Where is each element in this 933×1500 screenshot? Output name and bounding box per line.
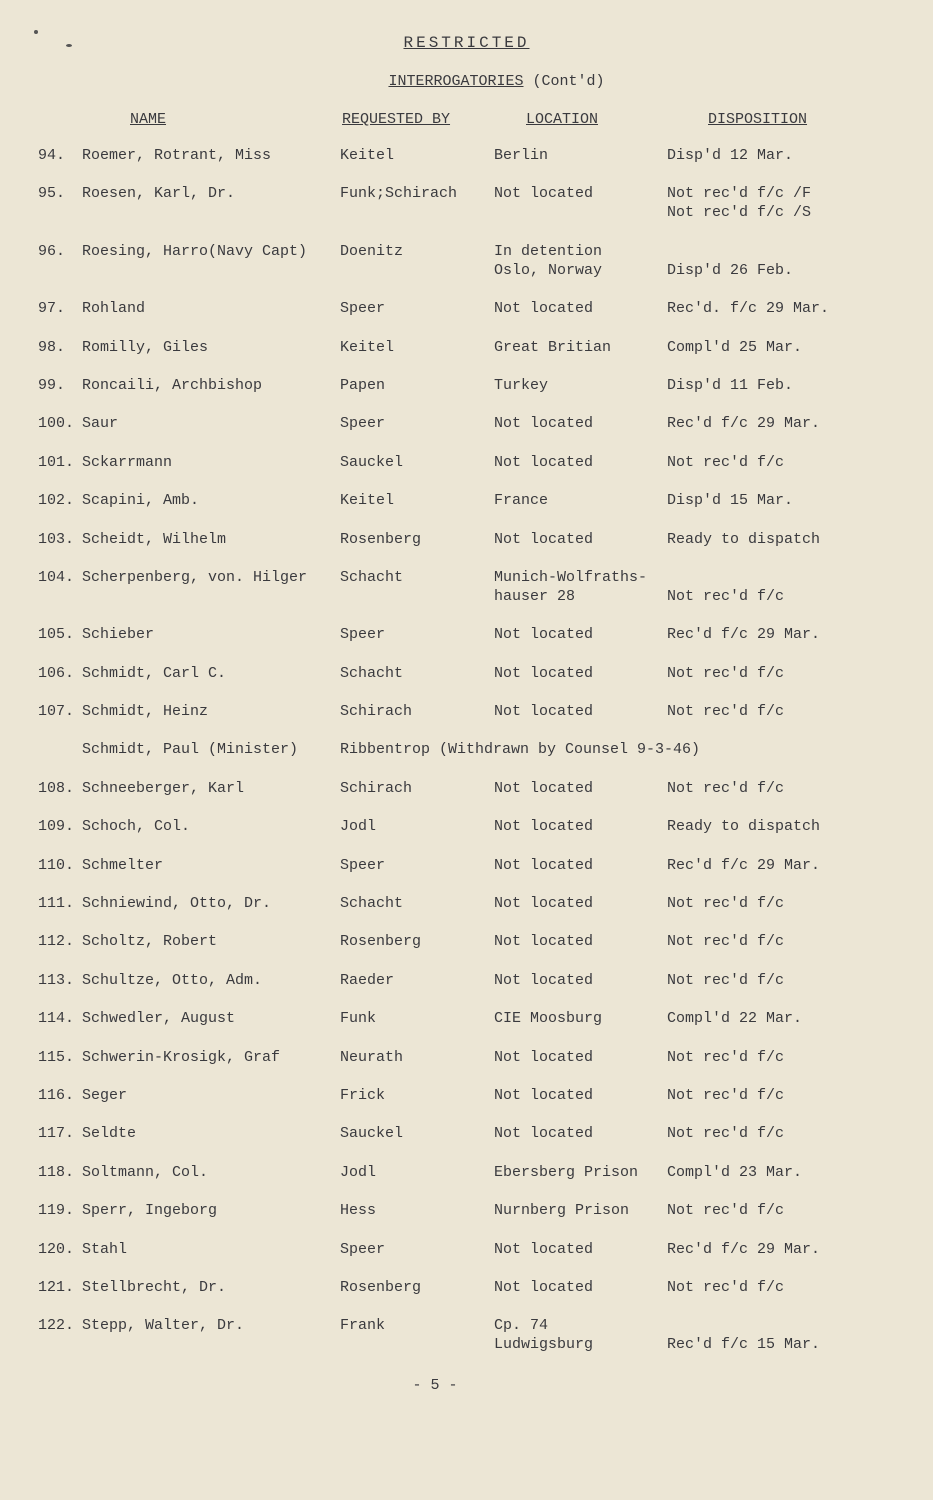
disposition: Ready to dispatch	[667, 530, 821, 548]
disposition: Not rec'd f/c	[667, 587, 785, 605]
row-number: 97.	[38, 300, 66, 318]
person-name: Scheidt, Wilhelm	[82, 530, 227, 548]
row-number: 118.	[38, 1163, 75, 1181]
interrogatories-table	[0, 146, 933, 1374]
person-name: Soltmann, Col.	[82, 1163, 209, 1181]
row-number: 96.	[38, 242, 66, 260]
location: Not located	[494, 415, 594, 433]
table-row	[0, 414, 933, 452]
table-row	[0, 491, 933, 529]
location: Ebersberg Prison	[494, 1163, 639, 1181]
row-number: 103.	[38, 530, 75, 548]
requested-by: Hess	[340, 1202, 377, 1220]
requested-by: Speer	[340, 415, 386, 433]
location: Berlin	[494, 147, 549, 164]
table-row	[0, 740, 933, 778]
table-row	[0, 568, 933, 625]
table-row	[0, 1201, 933, 1239]
requested-by: Rosenberg	[340, 933, 422, 951]
row-number: 115.	[38, 1048, 75, 1066]
table-row	[0, 1163, 933, 1201]
subtitle-cont: (Cont'd)	[532, 73, 605, 90]
location: Not located	[494, 1125, 594, 1143]
row-number: 99.	[38, 376, 66, 394]
location: Munich-Wolfraths- hauser 28	[494, 568, 648, 605]
disposition: Not rec'd f/c	[667, 895, 785, 913]
location: Not located	[494, 895, 594, 913]
disposition: Rec'd f/c 29 Mar.	[667, 415, 821, 433]
person-name: Schmidt, Paul (Minister)	[82, 741, 299, 759]
disposition: Disp'd 26 Feb.	[667, 261, 794, 279]
table-row	[0, 932, 933, 970]
table-row	[0, 299, 933, 337]
person-name: Roesing, Harro(Navy Capt)	[82, 242, 308, 260]
location: France	[494, 492, 549, 510]
row-number: 98.	[38, 338, 66, 356]
person-name: Scherpenberg, von. Hilger	[82, 568, 308, 586]
disposition: Compl'd 25 Mar.	[667, 338, 803, 356]
table-row	[0, 702, 933, 740]
location: Not located	[494, 971, 594, 989]
row-number: 94.	[38, 147, 66, 164]
location: Not located	[494, 1240, 594, 1258]
location: Great Britian	[494, 338, 612, 356]
requested-by: Schacht	[340, 568, 404, 586]
disposition: Rec'd f/c 15 Mar.	[667, 1336, 821, 1354]
table-row	[0, 1316, 933, 1373]
location: In detention Oslo, Norway	[494, 242, 603, 279]
requested-by: Keitel	[340, 147, 395, 164]
row-number: 101.	[38, 453, 75, 471]
requested-by: Jodl	[340, 818, 377, 836]
row-number: 113.	[38, 971, 75, 989]
row-number: 109.	[38, 818, 75, 836]
disposition: Disp'd 15 Mar.	[667, 492, 794, 510]
disposition: Rec'd. f/c 29 Mar.	[667, 300, 830, 318]
requested-by: Raeder	[340, 971, 395, 989]
row-number: 117.	[38, 1125, 75, 1143]
page-number: - 5 -	[412, 1377, 458, 1394]
row-number: 105.	[38, 626, 75, 644]
location: Cp. 74 Ludwigsburg	[494, 1317, 594, 1354]
location: CIE Moosburg	[494, 1010, 603, 1028]
requested-by: Rosenberg	[340, 530, 422, 548]
subtitle-main: INTERROGATORIES	[388, 73, 524, 90]
table-row	[0, 1009, 933, 1047]
disposition: Not rec'd f/c	[667, 1278, 785, 1296]
requested-by: Doenitz	[340, 242, 404, 260]
person-name: Seger	[82, 1086, 128, 1104]
table-row	[0, 1124, 933, 1162]
table-row	[0, 530, 933, 568]
column-header-disposition: DISPOSITION	[708, 111, 808, 128]
person-name: Schwedler, August	[82, 1010, 236, 1028]
row-number: 114.	[38, 1010, 75, 1028]
table-row	[0, 338, 933, 376]
person-name: Rohland	[82, 300, 146, 318]
disposition: Compl'd 23 Mar.	[667, 1163, 803, 1181]
row-number: 121.	[38, 1278, 75, 1296]
person-name: Scapini, Amb.	[82, 492, 200, 510]
person-name: Schoch, Col.	[82, 818, 191, 836]
person-name: Schieber	[82, 626, 155, 644]
column-header-location: LOCATION	[526, 111, 599, 128]
location: Not located	[494, 1086, 594, 1104]
table-row	[0, 146, 933, 184]
requested-by: Speer	[340, 1240, 386, 1258]
requested-by: Frick	[340, 1086, 386, 1104]
row-number: 102.	[38, 492, 75, 510]
location: Not located	[494, 1048, 594, 1066]
requested-by: Keitel	[340, 492, 395, 510]
requested-by: Schacht	[340, 664, 404, 682]
person-name: Romilly, Giles	[82, 338, 209, 356]
requested-by: Speer	[340, 856, 386, 874]
row-number: 120.	[38, 1240, 75, 1258]
disposition: Disp'd 11 Feb.	[667, 376, 794, 394]
person-name: Schmidt, Carl C.	[82, 664, 227, 682]
disposition: Rec'd f/c 29 Mar.	[667, 1240, 821, 1258]
disposition: Not rec'd f/c	[667, 779, 785, 797]
person-name: Schmelter	[82, 856, 164, 874]
requested-by: Funk;Schirach	[340, 185, 458, 203]
person-name: Schultze, Otto, Adm.	[82, 971, 263, 989]
table-row	[0, 1086, 933, 1124]
person-name: Stellbrecht, Dr.	[82, 1278, 227, 1296]
requested-by: Funk	[340, 1010, 377, 1028]
requested-by-note: Ribbentrop (Withdrawn by Counsel 9-3-46)	[340, 741, 701, 759]
location: Not located	[494, 779, 594, 797]
location: Not located	[494, 933, 594, 951]
disposition: Compl'd 22 Mar.	[667, 1010, 803, 1028]
location: Not located	[494, 453, 594, 471]
requested-by: Sauckel	[340, 1125, 404, 1143]
table-row	[0, 1048, 933, 1086]
row-number: 111.	[38, 895, 75, 913]
requested-by: Keitel	[340, 338, 395, 356]
disposition: Not rec'd f/c	[667, 1048, 785, 1066]
person-name: Sperr, Ingeborg	[82, 1202, 218, 1220]
location: Not located	[494, 185, 594, 203]
disposition: Not rec'd f/c	[667, 971, 785, 989]
disposition: Not rec'd f/c	[667, 1125, 785, 1143]
table-row	[0, 453, 933, 491]
requested-by: Schirach	[340, 779, 413, 797]
requested-by: Frank	[340, 1317, 386, 1335]
disposition: Not rec'd f/c	[667, 453, 785, 471]
disposition: Not rec'd f/c	[667, 933, 785, 951]
person-name: Stepp, Walter, Dr.	[82, 1317, 245, 1335]
person-name: Scholtz, Robert	[82, 933, 218, 951]
disposition: Rec'd f/c 29 Mar.	[667, 856, 821, 874]
table-row	[0, 242, 933, 299]
person-name: Stahl	[82, 1240, 128, 1258]
table-row	[0, 625, 933, 663]
row-number: 106.	[38, 664, 75, 682]
location: Not located	[494, 530, 594, 548]
table-row	[0, 664, 933, 702]
location: Turkey	[494, 376, 549, 394]
row-number: 122.	[38, 1317, 75, 1335]
location: Not located	[494, 300, 594, 318]
location: Not located	[494, 626, 594, 644]
disposition: Rec'd f/c 29 Mar.	[667, 626, 821, 644]
person-name: Roncaili, Archbishop	[82, 376, 263, 394]
requested-by: Jodl	[340, 1163, 377, 1181]
row-number: 100.	[38, 415, 75, 433]
disposition: Not rec'd f/c	[667, 1086, 785, 1104]
location: Nurnberg Prison	[494, 1202, 630, 1220]
person-name: Roesen, Karl, Dr.	[82, 185, 236, 203]
classification-heading: RESTRICTED	[403, 34, 530, 52]
disposition: Not rec'd f/c	[667, 1202, 785, 1220]
table-row	[0, 1278, 933, 1316]
disposition: Not rec'd f/c /F Not rec'd f/c /S	[667, 185, 812, 222]
person-name: Sckarrmann	[82, 453, 173, 471]
person-name: Schwerin-Krosigk, Graf	[82, 1048, 281, 1066]
row-number: 107.	[38, 703, 75, 721]
table-row	[0, 184, 933, 241]
row-number: 110.	[38, 856, 75, 874]
disposition: Not rec'd f/c	[667, 664, 785, 682]
requested-by: Rosenberg	[340, 1278, 422, 1296]
requested-by: Sauckel	[340, 453, 404, 471]
column-header-requested-by: REQUESTED BY	[342, 111, 451, 128]
location: Not located	[494, 1278, 594, 1296]
row-number: 112.	[38, 933, 75, 951]
person-name: Seldte	[82, 1125, 137, 1143]
location: Not located	[494, 703, 594, 721]
table-row	[0, 376, 933, 414]
person-name: Roemer, Rotrant, Miss	[82, 147, 272, 164]
disposition: Ready to dispatch	[667, 818, 821, 836]
row-number: 116.	[38, 1086, 75, 1104]
row-number: 104.	[38, 568, 75, 586]
disposition: Not rec'd f/c	[667, 703, 785, 721]
table-row	[0, 817, 933, 855]
person-name: Saur	[82, 415, 119, 433]
requested-by: Speer	[340, 300, 386, 318]
requested-by: Schacht	[340, 895, 404, 913]
page-subtitle	[0, 73, 933, 90]
location: Not located	[494, 856, 594, 874]
disposition: Disp'd 12 Mar.	[667, 147, 794, 164]
location: Not located	[494, 664, 594, 682]
row-number: 95.	[38, 185, 66, 203]
table-row	[0, 779, 933, 817]
person-name: Schneeberger, Karl	[82, 779, 245, 797]
row-number: 119.	[38, 1202, 75, 1220]
person-name: Schmidt, Heinz	[82, 703, 209, 721]
table-row	[0, 1240, 933, 1278]
location: Not located	[494, 818, 594, 836]
row-number: 108.	[38, 779, 75, 797]
table-row	[0, 894, 933, 932]
requested-by: Speer	[340, 626, 386, 644]
table-row	[0, 856, 933, 894]
column-header-name: NAME	[130, 111, 167, 128]
requested-by: Neurath	[340, 1048, 404, 1066]
table-row	[0, 971, 933, 1009]
requested-by: Papen	[340, 376, 386, 394]
requested-by: Schirach	[340, 703, 413, 721]
person-name: Schniewind, Otto, Dr.	[82, 895, 272, 913]
